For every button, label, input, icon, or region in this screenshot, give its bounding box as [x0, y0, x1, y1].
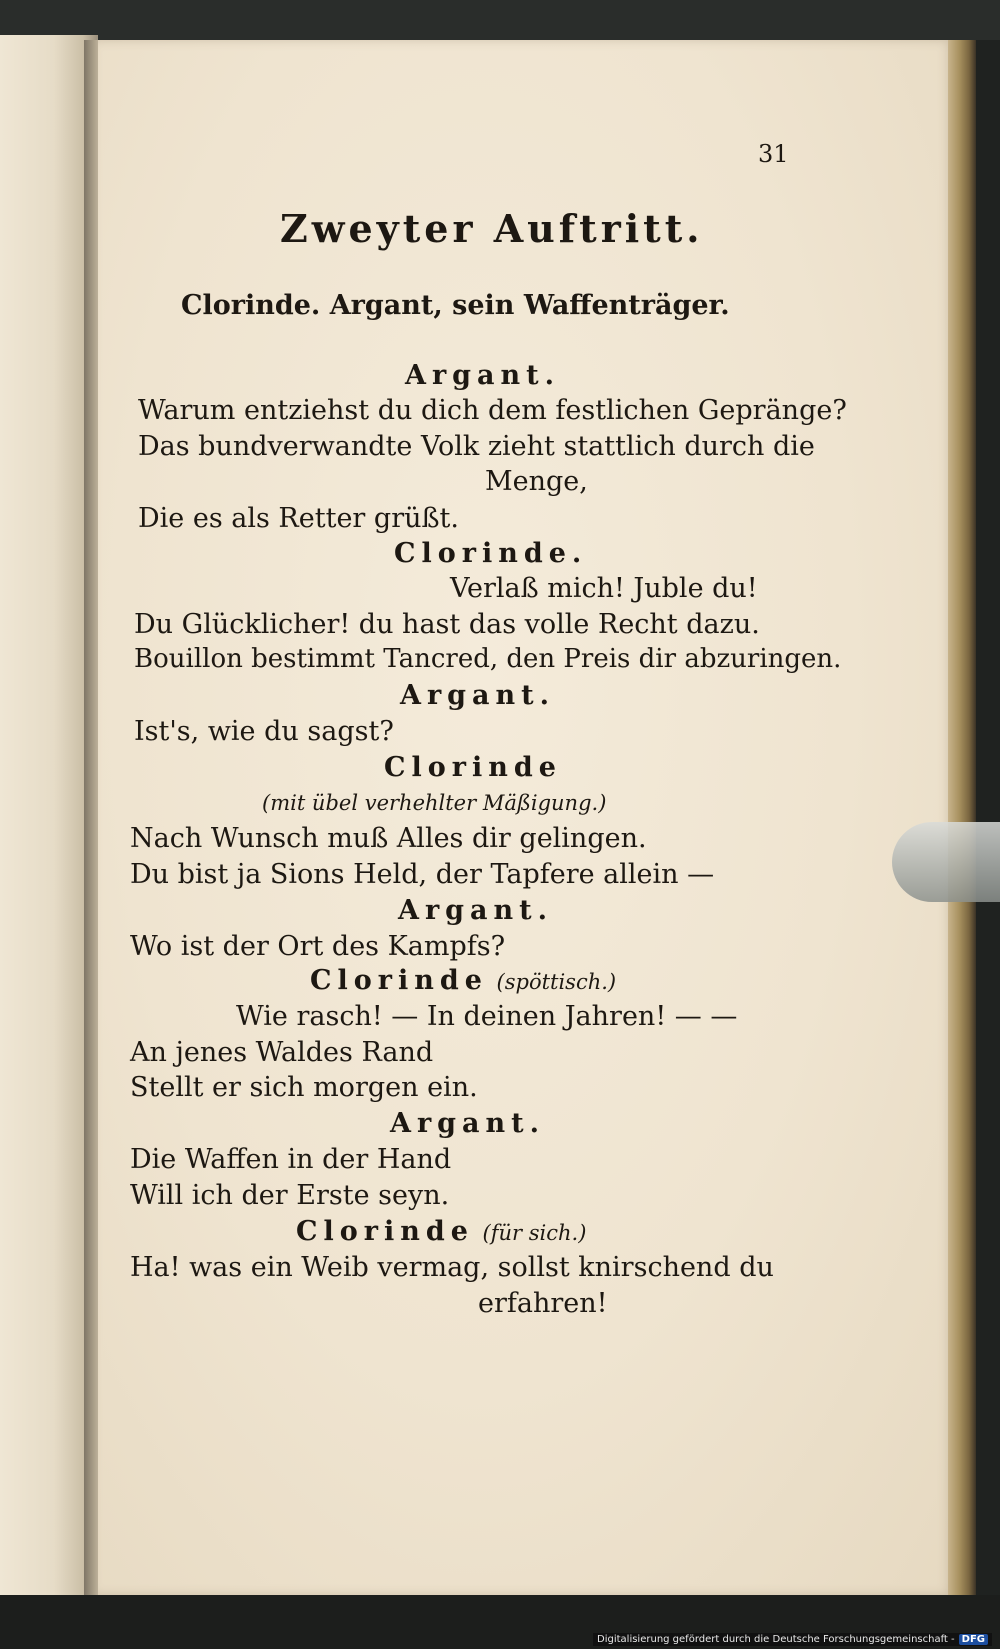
- speaker-name: Clorinde: [384, 752, 562, 783]
- book-page: [98, 40, 954, 1595]
- page-stack-edge: [948, 40, 976, 1595]
- verse-line: Wo ist der Ort des Kampfs?: [130, 931, 506, 962]
- speaker-name: Clorinde: [296, 1216, 474, 1247]
- verse-line: Verlaß mich! Juble du!: [450, 573, 758, 604]
- speaker-name: Argant.: [405, 360, 561, 391]
- page-number: 31: [758, 140, 789, 168]
- verse-line: Das bundverwandte Volk zieht stattlich durch die: [138, 431, 815, 462]
- verse-line: Die es als Retter grüßt.: [138, 503, 459, 534]
- scan-background-top: [0, 0, 1000, 40]
- digitization-credit: [593, 1633, 992, 1646]
- speaker-name: Argant.: [390, 1108, 546, 1139]
- speaker-name: Clorinde.: [394, 538, 588, 569]
- verse-line: Bouillon bestimmt Tancred, den Preis dir abzuringen.: [134, 644, 842, 674]
- verse-line: An jenes Waldes Rand: [130, 1037, 434, 1068]
- stage-direction: (mit übel verhehlter Mäßigung.): [262, 791, 607, 815]
- speaker-name: Argant.: [398, 895, 554, 926]
- speaker-name: Argant.: [400, 680, 556, 711]
- verse-line: Menge,: [485, 466, 588, 497]
- verse-line: Du Glücklicher! du hast das volle Recht dazu.: [134, 609, 760, 640]
- speaker-with-direction: [310, 967, 616, 994]
- verse-line: Du bist ja Sions Held, der Tapfere allein —: [130, 859, 715, 890]
- verse-line: Will ich der Erste seyn.: [130, 1180, 450, 1211]
- page-clip: [892, 822, 1000, 902]
- verse-line: Warum entziehst du dich dem festlichen Gepränge?: [138, 395, 847, 426]
- verse-line: Stellt er sich morgen ein.: [130, 1072, 478, 1103]
- speaker-with-direction: [296, 1218, 586, 1245]
- verse-line: erfahren!: [478, 1288, 608, 1319]
- speaker-name: Clorinde: [310, 965, 488, 996]
- dfg-logo: DFG: [959, 1634, 988, 1645]
- verse-line: Ha! was ein Weib vermag, sollst knirschend du: [130, 1252, 774, 1283]
- verse-line: Wie rasch! — In deinen Jahren! — —: [236, 1001, 738, 1032]
- stage-direction: (für sich.): [482, 1221, 587, 1245]
- cast-list: Clorinde. Argant, sein Waffenträger.: [181, 290, 730, 321]
- verse-line: Nach Wunsch muß Alles dir gelingen.: [130, 823, 647, 854]
- credit-text: Digitalisierung gefördert durch die Deutsche Forschungsgemeinschaft -: [597, 1634, 955, 1645]
- verse-line: Ist's, wie du sagst?: [134, 716, 394, 747]
- stage-direction: (spöttisch.): [496, 970, 617, 994]
- verse-line: Die Waffen in der Hand: [130, 1144, 452, 1175]
- scene-heading: Zweyter Auftritt.: [280, 206, 704, 251]
